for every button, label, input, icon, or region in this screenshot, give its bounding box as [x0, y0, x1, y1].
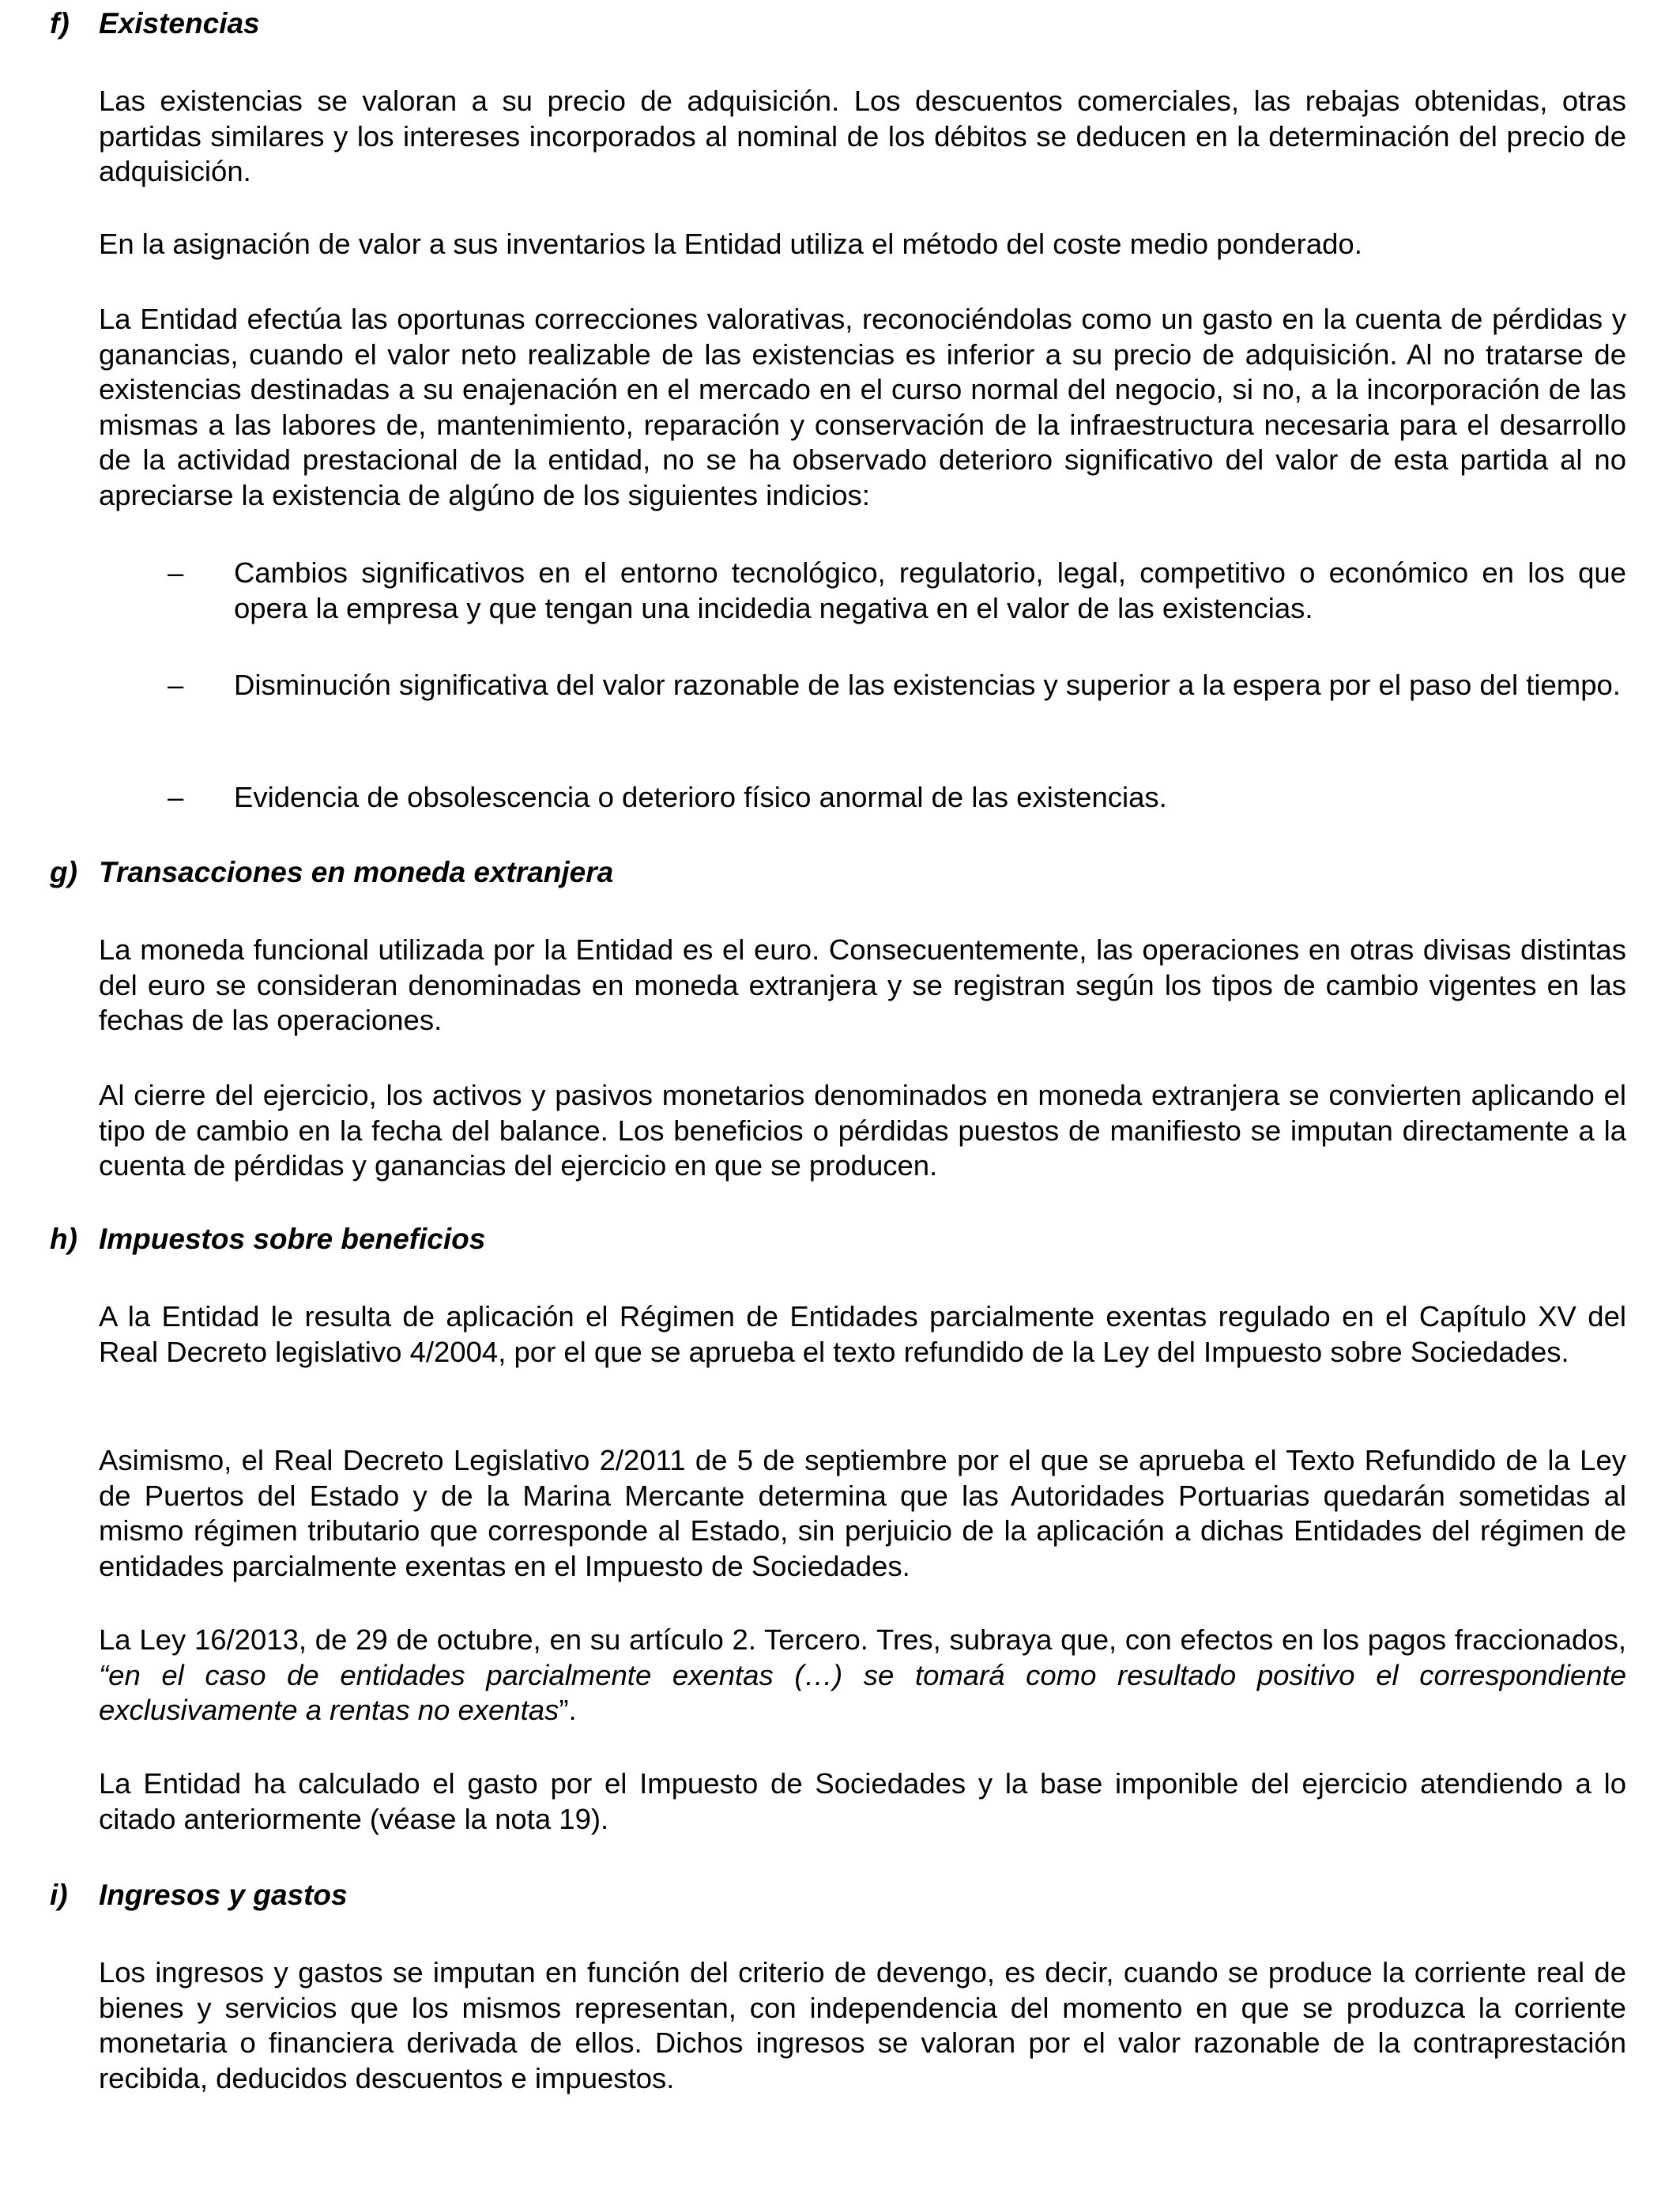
paragraph: La moneda funcional utilizada por la Entidad es el euro. Consecuentemente, las operaciones en otras divisas distintas del euro se consideran denominadas en moneda extranjera y se registran según los tipos de cambio vigentes en las fechas de las operaciones.	[99, 933, 1626, 1037]
section-letter: i)	[50, 1879, 68, 1911]
section-heading-impuestos	[50, 1222, 485, 1257]
paragraph: La Entidad ha calculado el gasto por el Impuesto de Sociedades y la base imponible del ejercicio atendiendo a lo citado anteriormente (véase la nota 19).	[99, 1767, 1626, 1835]
section-letter: h)	[50, 1223, 77, 1255]
dash-bullet-icon: –	[168, 781, 184, 813]
section-title: Transacciones en moneda extranjera	[99, 856, 614, 888]
paragraph: A la Entidad le resulta de aplicación el Régimen de Entidades parcialmente exentas regulado en el Capítulo XV del Real Decreto legislativo 4/2004, por el que se aprueba el texto refundido de la Ley del Impuesto sobre Sociedades.	[99, 1300, 1626, 1368]
section-title: Ingresos y gastos	[99, 1879, 348, 1911]
section-heading-existencias	[50, 6, 260, 41]
paragraph: En la asignación de valor a sus inventarios la Entidad utiliza el método del coste medio ponderado.	[99, 228, 1362, 260]
dash-bullet-icon: –	[168, 669, 184, 701]
law-quote-close: ”.	[559, 1694, 577, 1727]
dash-bullet-icon: –	[168, 556, 184, 589]
paragraph: Asimismo, el Real Decreto Legislativo 2/2011 de 5 de septiembre por el que se aprueba el Texto Refundido de la Ley de Puertos del Estado y de la Marina Mercante determina que las Autoridades Portuarias quedarán sometidas al mismo régimen tributario que corresponde al Estado, sin perjuicio de la aplicación a dichas Entidades del régimen de entidades parcialmente exentas en el Impuesto de Sociedades.	[99, 1444, 1626, 1582]
section-heading-transacciones	[50, 855, 613, 890]
list-item-text: Cambios significativos en el entorno tecnológico, regulatorio, legal, competitivo o económico en los que opera la empresa y que tengan una incidedia negativa en el valor de las existencias.	[234, 556, 1626, 624]
law-text: La Ley 16/2013, de 29 de octubre, en su artículo 2. Tercero. Tres, subraya que, con efectos en los pagos fraccionados,	[99, 1623, 1626, 1656]
section-title: Impuestos sobre beneficios	[99, 1223, 486, 1255]
paragraph: Al cierre del ejercicio, los activos y pasivos monetarios denominados en moneda extranjera se convierten aplicando el tipo de cambio en la fecha del balance. Los beneficios o pérdidas puestos de manifiesto se imputan directamente a la cuenta de pérdidas y ganancias del ejercicio en que se producen.	[99, 1079, 1626, 1182]
list-item-text: Disminución significativa del valor razonable de las existencias y superior a la espera por el paso del tiempo.	[234, 669, 1621, 701]
law-quote: “en el caso de entidades parcialmente exentas (…) se tomará como resultado positivo el correspondiente exclusivamente a rentas no exentas	[99, 1658, 1626, 1727]
paragraph: Los ingresos y gastos se imputan en función del criterio de devengo, es decir, cuando se produce la corriente real de bienes y servicios que los mismos representan, con independencia del momento en que se produzca la corriente monetaria o financiera derivada de ellos. Dichos ingresos se valoran por el valor razonable de la contraprestación recibida, deducidos descuentos e impuestos.	[99, 1956, 1626, 2094]
section-heading-ingresos	[50, 1878, 348, 1913]
paragraph: Las existencias se valoran a su precio de adquisición. Los descuentos comerciales, las rebajas obtenidas, otras partidas similares y los intereses incorporados al nominal de los débitos se deducen en la determinación del precio de adquisición.	[99, 85, 1626, 188]
section-letter: g)	[50, 856, 77, 888]
paragraph-law-quote	[99, 1623, 1626, 1728]
paragraph: La Entidad efectúa las oportunas correcciones valorativas, reconociéndolas como un gasto en la cuenta de pérdidas y ganancias, cuando el valor neto realizable de las existencias es inferior a su precio de adquisición. Al no tratarse de existencias destinadas a su enajenación en el mercado en el curso normal del negocio, si no, a la incorporación de las mismas a las labores de, mantenimiento, reparación y conservación de la infraestructura necesaria para el desarrollo de la actividad prestacional de la entidad, no se ha observado deterioro significativo del valor de esta partida al no apreciarse la existencia de algúno de los siguientes indicios:	[99, 303, 1626, 511]
section-letter: f)	[50, 7, 70, 40]
section-title: Existencias	[99, 7, 260, 40]
list-item-text: Evidencia de obsolescencia o deterioro físico anormal de las existencias.	[234, 781, 1167, 813]
